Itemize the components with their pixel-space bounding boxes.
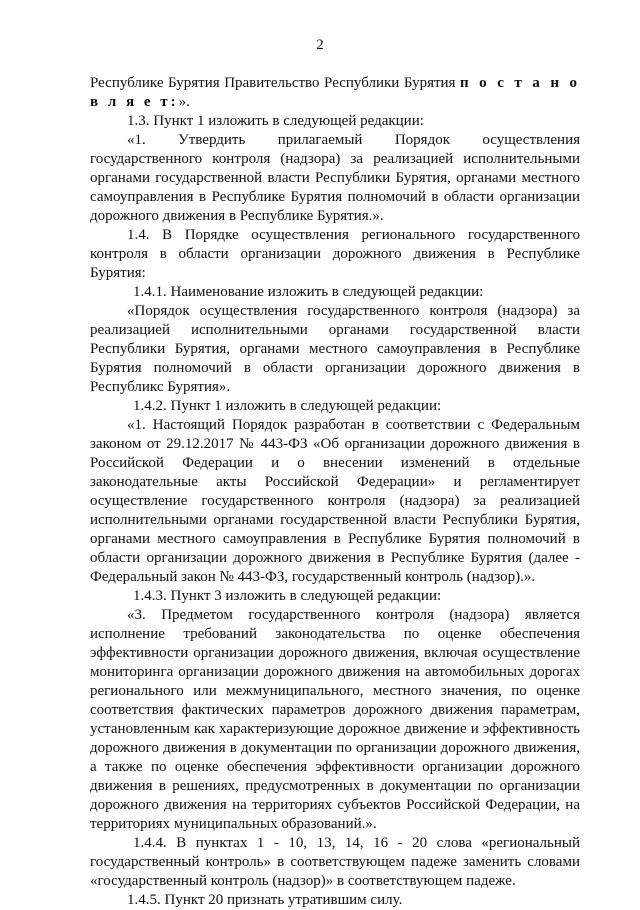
- page-number: 2: [316, 37, 324, 53]
- paragraph-1-4-5: 1.4.5. Пункт 20 признать утратившим силу.: [127, 892, 403, 908]
- paragraph-decree-intro: [90, 74, 580, 112]
- paragraph-1-3-text: «1. Утвердить прилагаемый Порядок осуществления государственного контроля (надзора) за реализацией исполнительными органами государственной власти Республики Бурятия, органами местного самоуправления в Республике Бурятия полномочий в области организации дорожного движения в Республике Бурятия.».: [90, 132, 580, 224]
- paragraph-1-4-2: 1.4.2. Пункт 1 изложить в следующей редакции:: [133, 398, 442, 414]
- paragraph-1-4-3-text: «3. Предметом государственного контроля (надзора) является исполнение требований законодательства по оценке обеспечения эффективности организации дорожного движения, включая осуществление мониторинга организации дорожного движения на автомобильных дорогах регионального или межмуниципального, местного значения, по оценке соответствия фактических параметров дорожного движения параметрам, установленным как характеризующие дорожное движение и эффективность дорожного движения в документации по организации дорожного движения, а также по оценке обеспечения эффективности организации дорожного движения в решениях, предусмотренных в документации по организации дорожного движения на территориях субъектов Российской Федерации, на территориях муниципальных образований.».: [90, 607, 580, 832]
- document-body: [90, 74, 580, 910]
- paragraph-1-4-1: 1.4.1. Наименование изложить в следующей редакции:: [133, 284, 484, 300]
- paragraph-tail: ».: [178, 94, 190, 110]
- paragraph-1-4-2-text: «1. Настоящий Порядок разработан в соответствии с Федеральным законом от 29.12.2017 № 443-ФЗ «Об организации дорожного движения в Российской Федерации и о внесении изменений в отдельные законодательные акты Российской Федерации» и регламентирует осуществление государственного контроля (надзора) за реализацией исполнительными органами государственной власти Республики Бурятия, органами местного самоуправления в Республике Бурятия полномочий в области организации дорожного движения в Республике Бурятия (далее - Федеральный закон № 443-ФЗ, государственный контроль (надзор).».: [90, 417, 580, 585]
- decree-emphasis: п о с т а н о в л я е т:: [90, 75, 580, 110]
- paragraph-1-4-3: 1.4.3. Пункт 3 изложить в следующей редакции:: [133, 588, 442, 604]
- paragraph-1-4-1-text: «Порядок осуществления государственного контроля (надзора) за реализацией исполнительными органами государственной власти Республики Бурятия, органами местного самоуправления в Республике Бурятия полномочий в области организации дорожного движения в Республикс Бурятия».: [90, 303, 580, 395]
- paragraph-1-3: 1.3. Пункт 1 изложить в следующей редакции:: [127, 113, 424, 129]
- paragraph-1-4: 1.4. В Порядке осуществления регионального государственного контроля в области организации дорожного движения в Республике Бурятия:: [90, 227, 580, 281]
- paragraph-1-4-4: 1.4.4. В пунктах 1 - 10, 13, 14, 16 - 20 слова «региональный государственный контроль» в соответствующем падеже заменить словами «государственный контроль (надзор)» в соответствующем падеже.: [90, 835, 580, 889]
- paragraph-text: Республике Бурятия Правительство Республики Бурятия: [90, 75, 460, 91]
